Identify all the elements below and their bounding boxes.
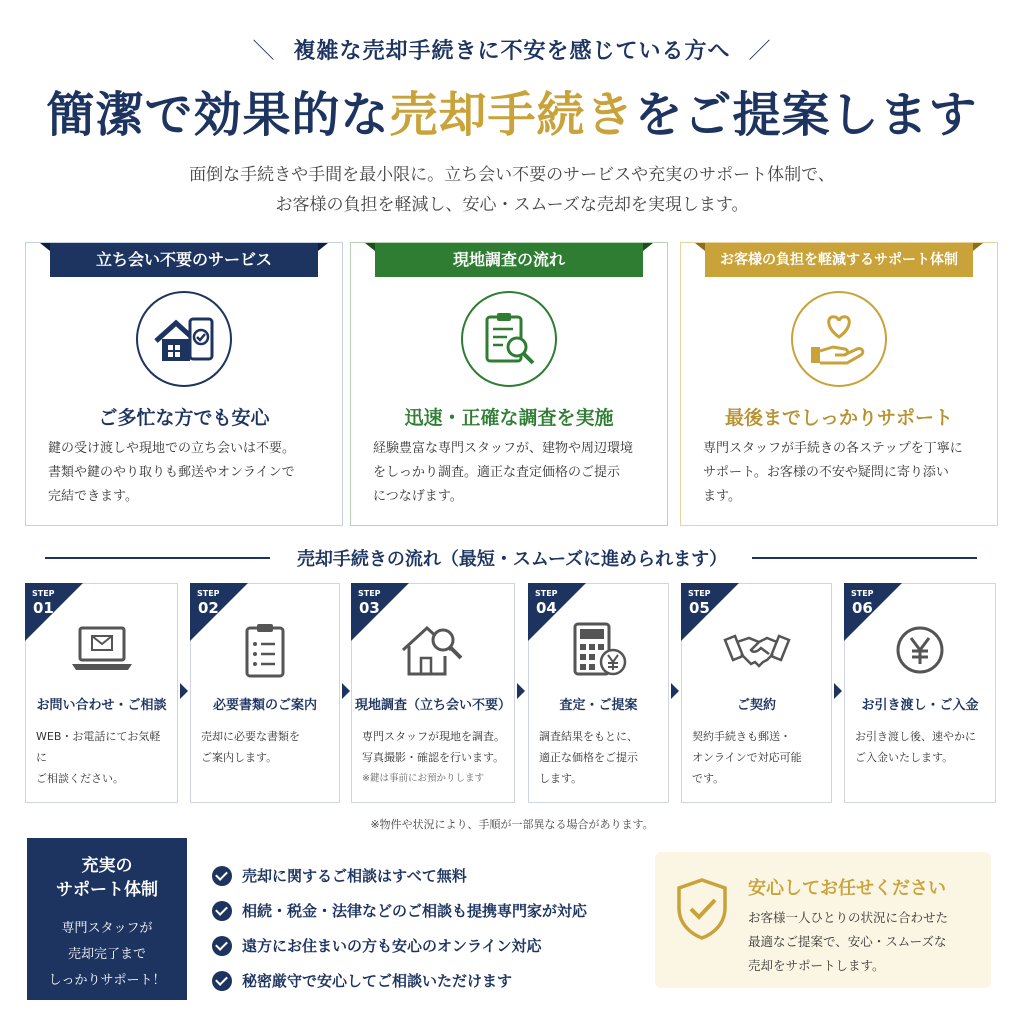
step-body xyxy=(539,726,662,789)
step-line: 調査結果をもとに、 xyxy=(539,730,638,743)
flow-footnote: ※物件や状況により、手順が一部異なる場合があります。 xyxy=(370,818,654,831)
step-title: お問い合わせ・ご相談 xyxy=(36,698,167,713)
step-number: 01 xyxy=(33,599,54,617)
step-label: STEP xyxy=(535,589,558,598)
step-line: ご相談ください。 xyxy=(36,772,124,785)
house-search-icon xyxy=(399,620,467,680)
feature-line: 鍵の受け渡しや現地での立ち会いは不要。 xyxy=(48,441,296,456)
step-card xyxy=(351,583,515,803)
support-box-title xyxy=(27,854,187,902)
feature-line: 経験豊富な専門スタッフが、建物や周辺環境 xyxy=(373,441,634,456)
check-circle-icon xyxy=(212,901,232,921)
check-item xyxy=(212,893,587,928)
kicker-slash-left: ＼ xyxy=(252,39,276,64)
feature-line: ます。 xyxy=(703,489,741,504)
step-arrow-icon xyxy=(517,683,525,699)
step-body xyxy=(36,726,171,789)
step-line: 売却に必要な書類を xyxy=(201,730,300,743)
step-line: 契約手続きも郵送・ xyxy=(692,730,791,743)
support-box xyxy=(27,838,187,1000)
handshake-icon xyxy=(723,620,791,680)
feature-line: サポート。お客様の不安や疑問に寄り添い xyxy=(703,465,949,480)
feature-card-no-attendance xyxy=(25,242,343,526)
step-line: 適正な価格をご提示 xyxy=(539,751,638,764)
assurance-body xyxy=(748,906,983,978)
check-item xyxy=(212,928,587,963)
feature-title: ご多忙な方でも安心 xyxy=(98,407,270,429)
step-arrow-icon xyxy=(180,683,188,699)
step-body xyxy=(362,726,508,789)
check-circle-icon xyxy=(212,866,232,886)
feature-title: 迅速・正確な調査を実施 xyxy=(404,407,614,429)
step-number: 04 xyxy=(536,599,557,617)
step-arrow-icon xyxy=(834,683,842,699)
step-card xyxy=(528,583,669,803)
support-checklist xyxy=(212,858,587,998)
assurance-line: 最適なご提案で、安心・スムーズな xyxy=(748,934,947,949)
support-body-line: 売却完了まで xyxy=(67,947,146,962)
step-number: 02 xyxy=(198,599,219,617)
step-card xyxy=(190,583,340,803)
support-box-body xyxy=(27,916,187,994)
check-text: 相続・税金・法律などのご相談も提携専門家が対応 xyxy=(242,902,588,920)
flow-title: 売却手続きの流れ（最短・スムーズに進められます） xyxy=(296,549,728,570)
clipboard-list-icon xyxy=(231,620,299,680)
assurance-title: 安心してお任せください xyxy=(748,878,946,899)
feature-body xyxy=(703,437,983,509)
feature-line: 完結できます。 xyxy=(48,489,138,504)
step-title: 現地調査（立ち会い不要） xyxy=(354,698,511,713)
step-title: 査定・ご提案 xyxy=(559,698,638,713)
feature-body xyxy=(373,437,653,509)
headline-pre: 簡潔で効果的な xyxy=(46,87,390,143)
step-label: STEP xyxy=(851,589,874,598)
feature-card-site-survey xyxy=(350,242,668,526)
step-card xyxy=(844,583,996,803)
assurance-line: お客様一人ひとりの状況に合わせた xyxy=(748,910,949,925)
step-number: 05 xyxy=(689,599,710,617)
kicker-text: 複雑な売却手続きに不安を感じている方へ xyxy=(293,39,731,64)
intro-line: お客様の負担を軽減し、安心・スムーズな売却を実現します。 xyxy=(275,195,749,215)
step-body xyxy=(855,726,989,768)
feature-line: につなげます。 xyxy=(373,489,463,504)
step-line: ご入金いたします。 xyxy=(855,751,954,764)
step-line: WEB・お電話にてお気軽に xyxy=(36,730,161,764)
step-title: 必要書類のご案内 xyxy=(212,698,317,713)
feature-line: 専門スタッフが手続きの各ステップを丁寧に xyxy=(703,441,963,456)
step-card xyxy=(681,583,832,803)
intro-text xyxy=(0,160,1024,220)
headline-accent: 売却手続き xyxy=(389,87,635,143)
feature-line: 書類や鍵のやり取りも郵送やオンラインで xyxy=(48,465,295,480)
check-circle-icon xyxy=(212,971,232,991)
step-label: STEP xyxy=(358,589,381,598)
clipboard-magnifier-icon xyxy=(461,291,557,387)
feature-ribbon: お客様の負担を軽減するサポート体制 xyxy=(705,243,973,277)
step-note: ※鍵は事前にお預かりします xyxy=(362,773,484,784)
hand-heart-icon xyxy=(791,291,887,387)
step-arrow-icon xyxy=(342,683,350,699)
step-line: お引き渡し後、速やかに xyxy=(855,730,976,743)
step-number: 03 xyxy=(359,599,380,617)
kicker xyxy=(0,34,1024,65)
intro-line: 面倒な手続きや手間を最小限に。立ち会い不要のサービスや充実のサポート体制で、 xyxy=(189,165,835,185)
check-item xyxy=(212,858,587,893)
check-circle-icon xyxy=(212,936,232,956)
step-title: ご契約 xyxy=(736,698,776,713)
headline-post: をご提案します xyxy=(634,87,978,143)
step-label: STEP xyxy=(688,589,711,598)
feature-line: をしっかり調査。適正な査定価格のご提示 xyxy=(373,465,621,480)
step-title: お引き渡し・ご入金 xyxy=(861,698,979,713)
feature-ribbon: 現地調査の流れ xyxy=(375,243,643,277)
yen-coin-icon xyxy=(886,620,954,680)
support-title-line: サポート体制 xyxy=(56,880,158,900)
check-item xyxy=(212,963,587,998)
step-label: STEP xyxy=(32,589,55,598)
step-line: 写真撮影・確認を行います。 xyxy=(362,751,505,764)
feature-card-support xyxy=(680,242,998,526)
check-text: 遠方にお住まいの方も安心のオンライン対応 xyxy=(242,937,542,955)
step-arrow-icon xyxy=(671,683,679,699)
step-label: STEP xyxy=(197,589,220,598)
laptop-mail-icon xyxy=(68,620,136,680)
check-text: 売却に関するご相談はすべて無料 xyxy=(242,867,467,885)
assurance-box xyxy=(655,852,991,988)
support-body-line: しっかりサポート！ xyxy=(48,973,166,988)
step-line: オンラインで対応可能 xyxy=(692,751,802,764)
kicker-slash-right: ／ xyxy=(748,39,772,64)
step-card xyxy=(25,583,178,803)
step-line: ご案内します。 xyxy=(201,751,278,764)
step-line: します。 xyxy=(539,772,583,785)
step-number: 06 xyxy=(852,599,873,617)
feature-body xyxy=(48,437,328,509)
feature-title: 最後までしっかりサポート xyxy=(724,407,953,429)
step-body xyxy=(201,726,333,768)
check-text: 秘密厳守で安心してご相談いただけます xyxy=(242,972,513,990)
shield-check-icon xyxy=(673,876,731,942)
assurance-line: 売却をサポートします。 xyxy=(748,958,885,973)
support-title-line: 充実の xyxy=(81,856,133,876)
support-body-line: 専門スタッフが xyxy=(61,921,153,936)
page-title xyxy=(0,76,1024,145)
step-body xyxy=(692,726,825,789)
house-phone-icon xyxy=(136,291,232,387)
step-line: です。 xyxy=(692,772,725,785)
calculator-yen-icon xyxy=(565,620,633,680)
feature-ribbon: 立ち会い不要のサービス xyxy=(50,243,318,277)
step-line: 専門スタッフが現地を調査。 xyxy=(362,730,505,743)
